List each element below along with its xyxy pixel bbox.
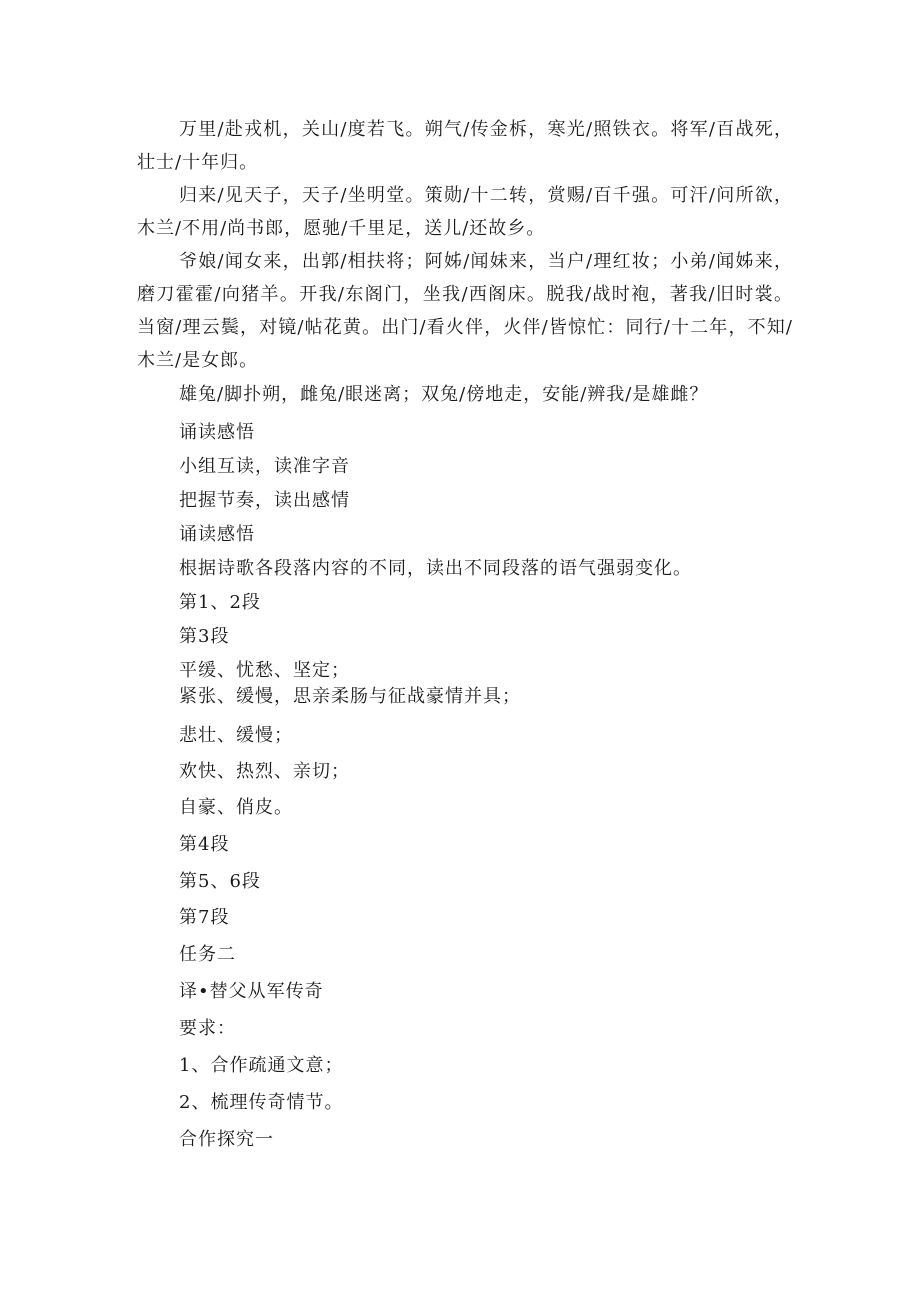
text-line: 要求： bbox=[179, 1018, 236, 1039]
text-line: 紧张、缓慢，思亲柔肠与征战豪情并具； bbox=[179, 686, 521, 707]
poem-paragraph-1: 万里/赴戎机，关山/度若飞。朔气/传金柝，寒光/照铁衣。将军/百战死，壮士/十年归。 bbox=[137, 119, 793, 173]
text-line: 自豪、俏皮。 bbox=[179, 797, 293, 818]
text-line: 第5、6段 bbox=[179, 871, 261, 892]
text-line: 第4段 bbox=[179, 834, 230, 855]
text-line: 欢快、热烈、亲切； bbox=[179, 761, 350, 782]
text-line: 把握节奏，读出感情 bbox=[179, 490, 350, 511]
text-line: 2、梳理传奇情节。 bbox=[179, 1092, 344, 1113]
text-line: 译•替父从军传奇 bbox=[179, 981, 324, 1002]
text-line: 第3段 bbox=[179, 626, 230, 647]
section-heading-task: 任务二 bbox=[179, 944, 236, 965]
section-heading-recite: 诵读感悟 bbox=[179, 422, 255, 443]
section-heading-recite: 诵读感悟 bbox=[179, 524, 255, 545]
poem-paragraph-3: 爷娘/闻女来，出郭/相扶将；阿姊/闻妹来，当户/理红妆；小弟/闻姊来，磨刀霍霍/向猪羊。开我/东阁门，坐我/西阁床。脱我/战时袍，著我/旧时裳。当窗/理云鬓，对镜/帖花黄。出门/看火伴，火伴/皆惊忙：同行/十二年，不知/木兰/是女郎。 bbox=[137, 251, 793, 371]
text-line: 平缓、忧愁、坚定； bbox=[179, 660, 350, 681]
text-line: 第1、2段 bbox=[179, 592, 261, 613]
text-line: 小组互读，读准字音 bbox=[179, 456, 350, 477]
text-line: 1、合作疏通文意； bbox=[179, 1055, 344, 1076]
text-line: 第7段 bbox=[179, 907, 230, 928]
text-line: 悲壮、缓慢； bbox=[179, 725, 293, 746]
poem-paragraph-4: 雄兔/脚扑朔，雌兔/眼迷离；双兔/傍地走，安能/辨我/是雄雌？ bbox=[179, 384, 709, 405]
text-line: 根据诗歌各段落内容的不同，读出不同段落的语气强弱变化。 bbox=[179, 558, 692, 579]
poem-paragraph-2: 归来/见天子，天子/坐明堂。策勋/十二转，赏赐/百千强。可汗/问所欲，木兰/不用/尚书郎，愿驰/千里足，送儿/还故乡。 bbox=[137, 185, 793, 239]
section-heading-explore: 合作探究一 bbox=[179, 1129, 274, 1150]
